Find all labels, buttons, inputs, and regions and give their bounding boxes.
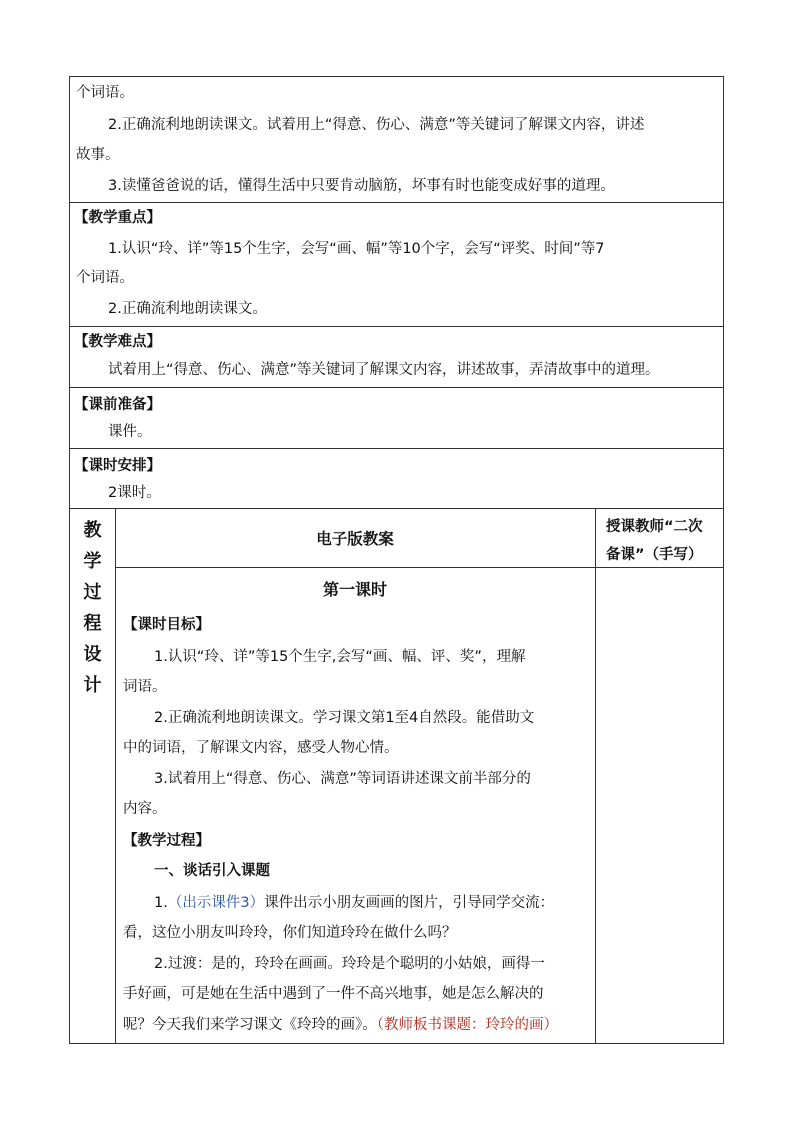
section-heading: 【教学重点】 [74,210,161,226]
key-point-text: 个词语。 [76,270,134,286]
step-text: 2.过渡：是的，玲玲在画画。玲玲是个聪明的小姑娘，画得一 [154,956,545,972]
section-heading: 【课时安排】 [74,458,161,474]
lesson-plan-table [69,76,724,1044]
key-point-text: 1.认识“玲、详”等15个生字，会写“画、幅”等10个字，会写“评奖、时间”等7 [108,241,605,257]
goal-text: 1.认识“玲、详”等15个生字,会写“画、幅、评、奖”，理解 [154,649,526,665]
step-text: 呢？今天我们来学习课文《玲玲的画》。（教师板书课题：玲玲的画） [123,1017,558,1033]
section-heading: 【教学难点】 [74,334,161,350]
column-header-main: 电子版教案 [316,530,394,548]
courseware-note: （出示课件3） [167,895,265,911]
step-text: 看，这位小朋友叫玲玲，你们知道玲玲在做什么吗？ [123,925,457,941]
goals-heading: 【课时目标】 [123,617,210,633]
schedule-text: 2课时。 [108,485,161,501]
preparation-text: 课件。 [108,424,152,440]
lesson-title: 第一课时 [322,580,387,599]
difficulties-row [70,327,723,388]
teaching-process-section [70,509,723,1043]
column-header-teacher: 备课”（手写） [606,547,703,563]
goal-text: 中的词语，了解课文内容，感受人物心情。 [123,740,399,756]
section-heading: 【课前准备】 [74,397,161,413]
goal-text: 3.试着用上“得意、伤心、满意”等词语讲述课文前半部分的 [154,771,531,787]
process-side-label: 教 学 过 程 设 计 [83,520,102,696]
step-text: 1.（出示课件3）课件出示小朋友画画的图片，引导同学交流： [154,895,555,911]
schedule-row [70,449,723,509]
objective-text: 个词语。 [76,85,134,101]
objective-text: 2.正确流利地朗读课文。试着用上“得意、伤心、满意”等关键词了解课文内容，讲述 [108,117,645,133]
difficulty-text: 试着用上“得意、伤心、满意”等关键词了解课文内容，讲述故事，弄清故事中的道理。 [108,362,660,378]
step-title: 一、谈话引入课题 [154,863,270,879]
goal-text: 词语。 [123,679,167,695]
column-header-teacher: 授课教师“二次 [606,519,703,535]
objective-text: 故事。 [76,147,120,163]
goal-text: 内容。 [123,801,167,817]
steps-heading: 【教学过程】 [123,833,210,849]
goal-text: 2.正确流利地朗读课文。学习课文第1至4自然段。能借助文 [154,710,535,726]
step-text: 手好画，可是她在生活中遇到了一件不高兴地事，她是怎么解决的 [123,986,544,1002]
objectives-continued-row [70,77,723,203]
key-point-text: 2.正确流利地朗读课文。 [108,301,267,317]
key-points-row [70,203,723,327]
preparation-row [70,388,723,449]
blackboard-note: （教师板书课题：玲玲的画） [376,1017,558,1033]
objective-text: 3.读懂爸爸说的话，懂得生活中只要肯动脑筋，坏事有时也能变成好事的道理。 [108,178,615,194]
